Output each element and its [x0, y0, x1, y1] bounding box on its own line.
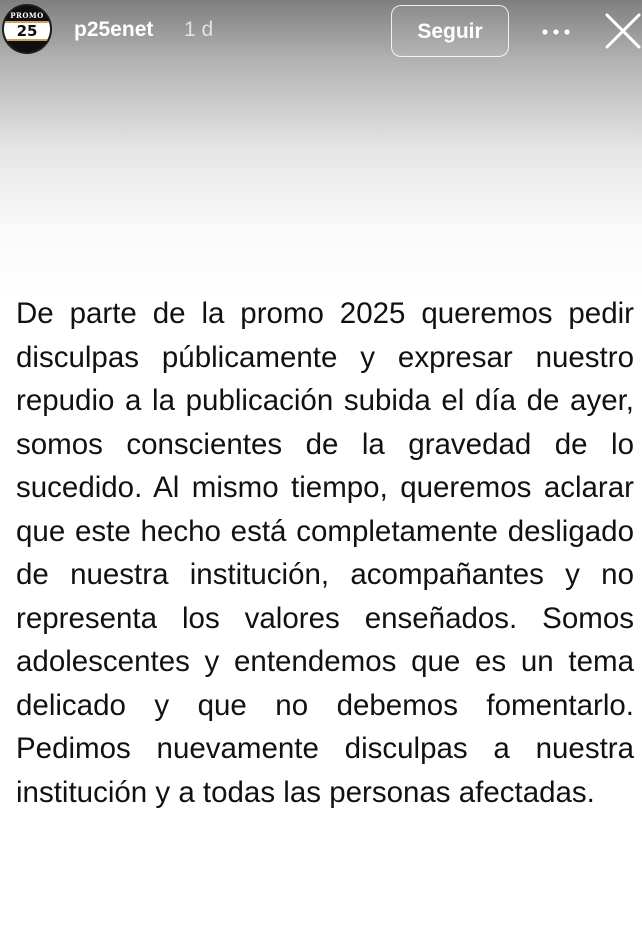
username-link[interactable]: p25enet: [74, 18, 154, 41]
avatar[interactable]: [2, 4, 52, 54]
post-time: 1 d: [184, 18, 214, 41]
more-horizontal-icon[interactable]: [538, 14, 574, 50]
follow-button[interactable]: Seguir: [391, 5, 509, 57]
avatar-top-text: PROMO: [10, 11, 44, 20]
avatar-band-text: 25: [4, 21, 50, 41]
story-message-text: De parte de la promo 2025 queremos pedir disculpas públicamente y expresar nuestro repudio a la publicación subida el día de ayer, somos conscientes de la gravedad de lo sucedido. Al mismo tiempo, queremos aclarar que este hecho está completamente desligado de nuestra institución, acompañantes y no representa los valores enseñados. Somos adolescentes y entendemos que es un tema delicado y que no debemos fomentarlo. Pedimos nuevamente disculpas a nuestra institución y a todas las personas afectadas.: [16, 297, 634, 809]
close-icon[interactable]: [604, 12, 642, 50]
story-header: [0, 0, 642, 64]
